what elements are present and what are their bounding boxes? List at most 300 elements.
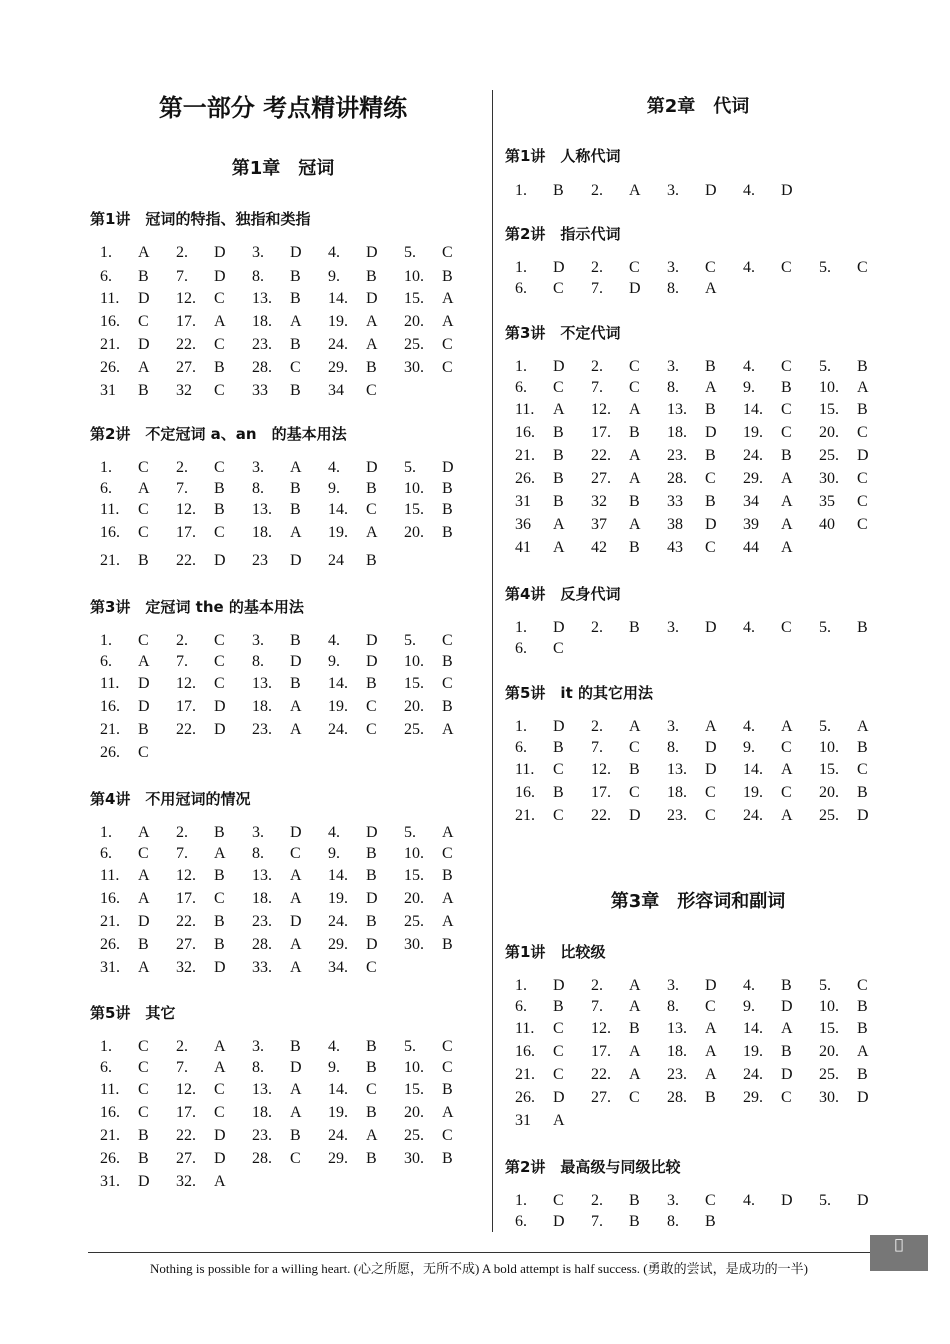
chapter-title: 第1章 冠词 <box>231 158 335 179</box>
answer-letter: B <box>629 761 640 778</box>
answer-letter: A <box>214 1038 226 1055</box>
answer-letter: C <box>857 493 868 510</box>
question-number: 6. <box>515 998 527 1015</box>
question-number: 27. <box>591 1089 611 1106</box>
answer-letter: C <box>366 698 377 715</box>
lecture-title: 第4讲 不用冠词的情况 <box>90 790 251 808</box>
question-number: 1. <box>515 619 527 636</box>
answer-letter: D <box>553 1089 565 1106</box>
answer-letter: B <box>442 1081 453 1098</box>
answer-letter: B <box>857 998 868 1015</box>
answer-letter: B <box>857 358 868 375</box>
answer-letter: C <box>214 459 225 476</box>
answer-letter: D <box>290 824 302 841</box>
question-number: 17. <box>176 890 196 907</box>
answer-letter: B <box>442 268 453 285</box>
question-number: 19. <box>328 698 348 715</box>
question-number: 24 <box>328 552 344 569</box>
question-number: 19. <box>743 424 763 441</box>
answer-letter: B <box>214 501 225 518</box>
answer-letter: A <box>629 977 641 994</box>
question-number: 1. <box>515 259 527 276</box>
answer-letter: A <box>442 290 454 307</box>
question-number: 31 <box>100 382 116 399</box>
question-number: 5. <box>404 459 416 476</box>
answer-letter: B <box>214 867 225 884</box>
answer-letter: B <box>214 913 225 930</box>
question-number: 33 <box>667 493 683 510</box>
answer-letter: B <box>366 1059 377 1076</box>
question-number: 24. <box>328 721 348 738</box>
question-number: 8. <box>667 1213 679 1230</box>
answer-letter: C <box>138 459 149 476</box>
answer-letter: B <box>290 1038 301 1055</box>
question-number: 2. <box>176 244 188 261</box>
question-number: 12. <box>176 290 196 307</box>
answer-letter: D <box>214 244 226 261</box>
answer-letter: B <box>553 998 564 1015</box>
answer-letter: B <box>214 480 225 497</box>
lecture-title: 第4讲 反身代词 <box>505 585 621 603</box>
question-number: 22. <box>176 913 196 930</box>
answer-letter: A <box>553 516 565 533</box>
question-number: 29. <box>743 1089 763 1106</box>
question-number: 23. <box>667 1066 687 1083</box>
question-number: 16. <box>515 424 535 441</box>
answer-letter: D <box>214 1127 226 1144</box>
answer-letter: C <box>442 244 453 261</box>
question-number: 12. <box>176 501 196 518</box>
answer-letter: A <box>138 653 150 670</box>
question-number: 20. <box>404 890 424 907</box>
question-number: 8. <box>667 280 679 297</box>
question-number: 21. <box>100 336 120 353</box>
question-number: 15. <box>404 675 424 692</box>
question-number: 2. <box>176 824 188 841</box>
question-number: 11. <box>515 761 535 778</box>
answer-letter: D <box>366 244 378 261</box>
question-number: 10. <box>404 1059 424 1076</box>
answer-letter: C <box>857 424 868 441</box>
question-number: 5. <box>404 1038 416 1055</box>
question-number: 13. <box>667 401 687 418</box>
answer-letter: B <box>366 359 377 376</box>
question-number: 24. <box>743 1066 763 1083</box>
question-number: 10. <box>819 998 839 1015</box>
answer-letter: C <box>214 524 225 541</box>
lecture-title: 第3讲 不定代词 <box>505 324 621 342</box>
answer-letter: D <box>290 244 302 261</box>
question-number: 3. <box>667 1192 679 1209</box>
answer-letter: B <box>629 1020 640 1037</box>
answer-letter: C <box>857 470 868 487</box>
lecture-title: 第2讲 指示代词 <box>505 225 621 243</box>
answer-letter: D <box>553 358 565 375</box>
question-number: 5. <box>819 977 831 994</box>
answer-letter: D <box>857 1192 869 1209</box>
question-number: 1. <box>515 718 527 735</box>
question-number: 32 <box>176 382 192 399</box>
answer-letter: C <box>553 1066 564 1083</box>
answer-letter: C <box>214 1081 225 1098</box>
question-number: 41 <box>515 539 531 556</box>
question-number: 16. <box>100 698 120 715</box>
answer-letter: D <box>290 552 302 569</box>
question-number: 2. <box>591 718 603 735</box>
answer-letter: D <box>214 959 226 976</box>
question-number: 2. <box>591 1192 603 1209</box>
answer-letter: A <box>705 1066 717 1083</box>
answer-letter: B <box>553 447 564 464</box>
answer-letter: B <box>366 845 377 862</box>
question-number: 29. <box>743 470 763 487</box>
question-number: 26. <box>515 470 535 487</box>
answer-letter: B <box>290 382 301 399</box>
answer-letter: B <box>214 359 225 376</box>
answer-letter: A <box>366 524 378 541</box>
question-number: 11. <box>100 501 120 518</box>
answer-letter: B <box>290 1127 301 1144</box>
answer-letter: C <box>442 632 453 649</box>
answer-letter: A <box>290 721 302 738</box>
question-number: 3. <box>252 632 264 649</box>
question-number: 11. <box>100 675 120 692</box>
question-number: 15. <box>404 290 424 307</box>
question-number: 6. <box>100 1059 112 1076</box>
question-number: 17. <box>591 784 611 801</box>
answer-letter: D <box>553 718 565 735</box>
question-number: 7. <box>591 1213 603 1230</box>
answer-letter: A <box>366 313 378 330</box>
answer-letter: B <box>290 290 301 307</box>
question-number: 14. <box>743 1020 763 1037</box>
answer-letter: D <box>705 739 717 756</box>
question-number: 14. <box>328 675 348 692</box>
answer-letter: C <box>553 807 564 824</box>
answer-letter: A <box>781 539 793 556</box>
question-number: 5. <box>819 718 831 735</box>
question-number: 6. <box>100 268 112 285</box>
answer-letter: B <box>705 401 716 418</box>
answer-letter: D <box>705 516 717 533</box>
answer-letter: C <box>138 501 149 518</box>
question-number: 1. <box>100 632 112 649</box>
answer-letter: A <box>138 359 150 376</box>
answer-letter: B <box>214 936 225 953</box>
question-number: 27. <box>176 936 196 953</box>
question-number: 15. <box>404 1081 424 1098</box>
question-number: 15. <box>404 501 424 518</box>
answer-letter: A <box>290 313 302 330</box>
question-number: 26. <box>100 744 120 761</box>
question-number: 27. <box>591 470 611 487</box>
question-number: 6. <box>100 480 112 497</box>
question-number: 34. <box>328 959 348 976</box>
question-number: 19. <box>328 313 348 330</box>
question-number: 5. <box>819 259 831 276</box>
question-number: 23. <box>252 721 272 738</box>
answer-letter: C <box>366 382 377 399</box>
answer-letter: C <box>553 1043 564 1060</box>
question-number: 18. <box>252 698 272 715</box>
answer-letter: C <box>781 401 792 418</box>
answer-letter: C <box>705 998 716 1015</box>
question-number: 31 <box>515 493 531 510</box>
question-number: 29. <box>328 359 348 376</box>
answer-letter: B <box>781 447 792 464</box>
question-number: 19. <box>328 1104 348 1121</box>
question-number: 25. <box>819 447 839 464</box>
question-number: 23. <box>667 447 687 464</box>
question-number: 1. <box>515 358 527 375</box>
answer-letter: B <box>366 1104 377 1121</box>
answer-letter: A <box>705 379 717 396</box>
question-number: 18. <box>667 1043 687 1060</box>
answer-letter: B <box>290 336 301 353</box>
question-number: 12. <box>176 867 196 884</box>
question-number: 4. <box>328 244 340 261</box>
answer-letter: C <box>781 1089 792 1106</box>
question-number: 22. <box>591 447 611 464</box>
answer-letter: B <box>366 913 377 930</box>
lecture-title: 第5讲 it 的其它用法 <box>505 684 653 702</box>
answer-letter: C <box>138 1038 149 1055</box>
chapter-title: 第2章 代词 <box>646 96 750 117</box>
question-number: 13. <box>252 867 272 884</box>
answer-letter: C <box>366 1081 377 1098</box>
question-number: 22. <box>591 807 611 824</box>
question-number: 24. <box>328 336 348 353</box>
answer-letter: A <box>629 447 641 464</box>
column-divider <box>492 90 493 1232</box>
question-number: 6. <box>515 1213 527 1230</box>
question-number: 29. <box>328 936 348 953</box>
answer-letter: C <box>857 761 868 778</box>
question-number: 7. <box>176 1059 188 1076</box>
question-number: 31. <box>100 1173 120 1190</box>
question-number: 10. <box>819 379 839 396</box>
question-number: 14. <box>328 501 348 518</box>
answer-letter: B <box>138 721 149 738</box>
answer-letter: C <box>553 1020 564 1037</box>
question-number: 1. <box>100 1038 112 1055</box>
answer-letter: A <box>290 459 302 476</box>
question-number: 20. <box>819 784 839 801</box>
answer-letter: D <box>553 259 565 276</box>
question-number: 6. <box>515 640 527 657</box>
question-number: 23. <box>252 1127 272 1144</box>
question-number: 28. <box>252 1150 272 1167</box>
answer-letter: D <box>138 336 150 353</box>
answer-letter: A <box>629 470 641 487</box>
answer-letter: C <box>553 1192 564 1209</box>
answer-letter: C <box>705 470 716 487</box>
question-number: 2. <box>176 632 188 649</box>
question-number: 17. <box>176 524 196 541</box>
answer-letter: C <box>214 290 225 307</box>
answer-letter: D <box>629 280 641 297</box>
question-number: 40 <box>819 516 835 533</box>
question-number: 4. <box>743 977 755 994</box>
question-number: 4. <box>743 182 755 199</box>
question-number: 3. <box>667 182 679 199</box>
answer-letter: C <box>442 675 453 692</box>
question-number: 12. <box>176 675 196 692</box>
answer-letter: D <box>290 913 302 930</box>
answer-letter: C <box>214 653 225 670</box>
question-number: 24. <box>328 1127 348 1144</box>
question-number: 2. <box>591 619 603 636</box>
answer-letter: B <box>857 1066 868 1083</box>
answer-letter: B <box>442 936 453 953</box>
question-number: 3. <box>667 619 679 636</box>
answer-letter: D <box>781 182 793 199</box>
answer-letter: C <box>705 784 716 801</box>
question-number: 9. <box>743 379 755 396</box>
question-number: 7. <box>176 268 188 285</box>
answer-letter: A <box>629 182 641 199</box>
question-number: 20. <box>404 698 424 715</box>
question-number: 5. <box>404 824 416 841</box>
question-number: 3. <box>252 1038 264 1055</box>
answer-letter: D <box>553 619 565 636</box>
question-number: 1. <box>515 1192 527 1209</box>
answer-letter: D <box>553 1213 565 1230</box>
answer-letter: C <box>214 1104 225 1121</box>
question-number: 2. <box>591 358 603 375</box>
answer-letter: A <box>214 1173 226 1190</box>
question-number: 18. <box>252 1104 272 1121</box>
question-number: 11. <box>515 1020 535 1037</box>
answer-letter: D <box>857 1089 869 1106</box>
question-number: 3. <box>667 259 679 276</box>
answer-letter: D <box>138 698 150 715</box>
answer-letter: B <box>442 867 453 884</box>
question-number: 25. <box>404 721 424 738</box>
question-number: 3. <box>252 244 264 261</box>
answer-letter: B <box>366 1150 377 1167</box>
question-number: 16. <box>515 784 535 801</box>
question-number: 20. <box>819 1043 839 1060</box>
answer-letter: C <box>138 1081 149 1098</box>
question-number: 28. <box>252 936 272 953</box>
question-number: 21. <box>100 552 120 569</box>
question-number: 3. <box>667 358 679 375</box>
answer-letter: D <box>705 977 717 994</box>
answer-letter: D <box>138 1173 150 1190</box>
answer-letter: C <box>857 977 868 994</box>
question-number: 24. <box>743 447 763 464</box>
answer-letter: A <box>290 867 302 884</box>
answer-letter: C <box>138 632 149 649</box>
question-number: 5. <box>819 1192 831 1209</box>
answer-letter: A <box>442 721 454 738</box>
answer-letter: C <box>442 1038 453 1055</box>
answer-letter: B <box>366 1038 377 1055</box>
question-number: 7. <box>176 845 188 862</box>
question-number: 6. <box>100 653 112 670</box>
question-number: 13. <box>667 1020 687 1037</box>
answer-letter: C <box>214 890 225 907</box>
question-number: 5. <box>404 632 416 649</box>
question-number: 7. <box>176 480 188 497</box>
answer-letter: D <box>138 290 150 307</box>
question-number: 34 <box>328 382 344 399</box>
answer-letter: C <box>138 524 149 541</box>
answer-letter: B <box>629 1213 640 1230</box>
question-number: 20. <box>404 313 424 330</box>
answer-letter: D <box>290 1059 302 1076</box>
question-number: 14. <box>328 290 348 307</box>
answer-letter: B <box>705 358 716 375</box>
question-number: 2. <box>176 459 188 476</box>
answer-letter: D <box>705 619 717 636</box>
question-number: 8. <box>252 268 264 285</box>
question-number: 24. <box>743 807 763 824</box>
question-number: 18. <box>252 313 272 330</box>
question-number: 14. <box>743 401 763 418</box>
question-number: 8. <box>667 739 679 756</box>
question-number: 18. <box>252 890 272 907</box>
answer-letter: C <box>138 845 149 862</box>
question-number: 16. <box>100 524 120 541</box>
question-number: 33. <box>252 959 272 976</box>
answer-letter: C <box>781 424 792 441</box>
question-number: 25. <box>404 1127 424 1144</box>
question-number: 28. <box>667 1089 687 1106</box>
question-number: 2. <box>591 977 603 994</box>
question-number: 17. <box>591 1043 611 1060</box>
question-number: 31. <box>100 959 120 976</box>
question-number: 9. <box>328 1059 340 1076</box>
question-number: 17. <box>591 424 611 441</box>
question-number: 7. <box>591 998 603 1015</box>
answer-letter: B <box>553 784 564 801</box>
question-number: 1. <box>100 244 112 261</box>
answer-letter: C <box>214 632 225 649</box>
answer-letter: A <box>442 913 454 930</box>
answer-letter: A <box>366 336 378 353</box>
answer-letter: D <box>366 936 378 953</box>
answer-letter: D <box>857 807 869 824</box>
answer-letter: B <box>138 268 149 285</box>
answer-letter: A <box>705 718 717 735</box>
question-number: 27. <box>176 359 196 376</box>
question-number: 20. <box>404 524 424 541</box>
answer-letter: A <box>442 1104 454 1121</box>
question-number: 4. <box>743 259 755 276</box>
question-number: 11. <box>100 290 120 307</box>
chapter-title: 第3章 形容词和副词 <box>610 891 786 912</box>
answer-letter: D <box>214 268 226 285</box>
answer-letter: B <box>366 552 377 569</box>
question-number: 23. <box>667 807 687 824</box>
question-number: 21. <box>515 807 535 824</box>
answer-letter: A <box>138 244 150 261</box>
question-number: 9. <box>328 653 340 670</box>
answer-letter: B <box>290 268 301 285</box>
question-number: 27. <box>176 1150 196 1167</box>
question-number: 25. <box>819 1066 839 1083</box>
answer-letter: B <box>442 653 453 670</box>
answer-letter: A <box>553 1112 565 1129</box>
question-number: 5. <box>404 244 416 261</box>
answer-letter: D <box>366 290 378 307</box>
question-number: 19. <box>328 890 348 907</box>
question-number: 12. <box>591 761 611 778</box>
answer-letter: C <box>366 721 377 738</box>
answer-letter: B <box>366 268 377 285</box>
